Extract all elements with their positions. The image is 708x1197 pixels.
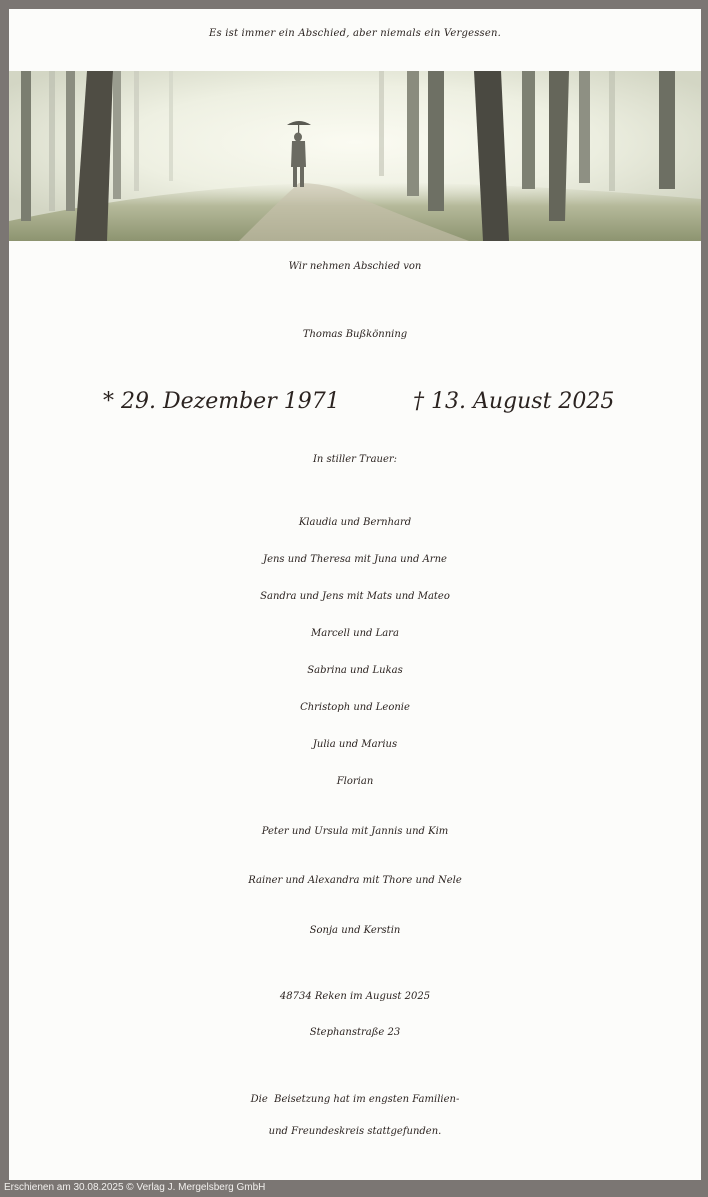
birth-date: * 29. Dezember 1971 <box>103 389 340 414</box>
burial-note-line: und Freundeskreis stattgefunden. <box>268 1126 442 1137</box>
mourner-line: Sonja und Kerstin <box>309 925 401 936</box>
mourner-line: Sabrina und Lukas <box>307 665 403 676</box>
obituary-card <box>9 9 701 1180</box>
mourner-line: Marcell und Lara <box>311 628 399 639</box>
place-date: 48734 Reken im August 2025 <box>279 991 431 1002</box>
motto: Es ist immer ein Abschied, aber niemals ein Vergessen. <box>209 28 501 39</box>
publication-footer: Erschienen am 30.08.2025 © Verlag J. Mergelsberg GmbH <box>4 1182 266 1193</box>
mourner-line: Jens und Theresa mit Juna und Arne <box>263 554 447 565</box>
foggy-forest-image <box>9 71 701 241</box>
mourner-line: Sandra und Jens mit Mats und Mateo <box>260 591 450 602</box>
address: Stephanstraße 23 <box>309 1027 401 1038</box>
death-date: † 13. August 2025 <box>413 389 615 414</box>
mourner-line: Peter und Ursula mit Jannis und Kim <box>261 826 449 837</box>
burial-note-line: Die Beisetzung hat im engsten Familien- <box>250 1094 460 1105</box>
mourner-line: Klaudia und Bernhard <box>298 517 412 528</box>
deceased-name: Thomas Bußkönning <box>302 329 408 340</box>
mourning-heading: In stiller Trauer: <box>312 454 398 465</box>
intro-line: Wir nehmen Abschied von <box>288 261 422 272</box>
mourner-line: Christoph und Leonie <box>300 702 410 713</box>
mourner-line: Rainer und Alexandra mit Thore und Nele <box>248 875 462 886</box>
mourner-line: Florian <box>336 776 374 787</box>
mourner-line: Julia und Marius <box>312 739 398 750</box>
